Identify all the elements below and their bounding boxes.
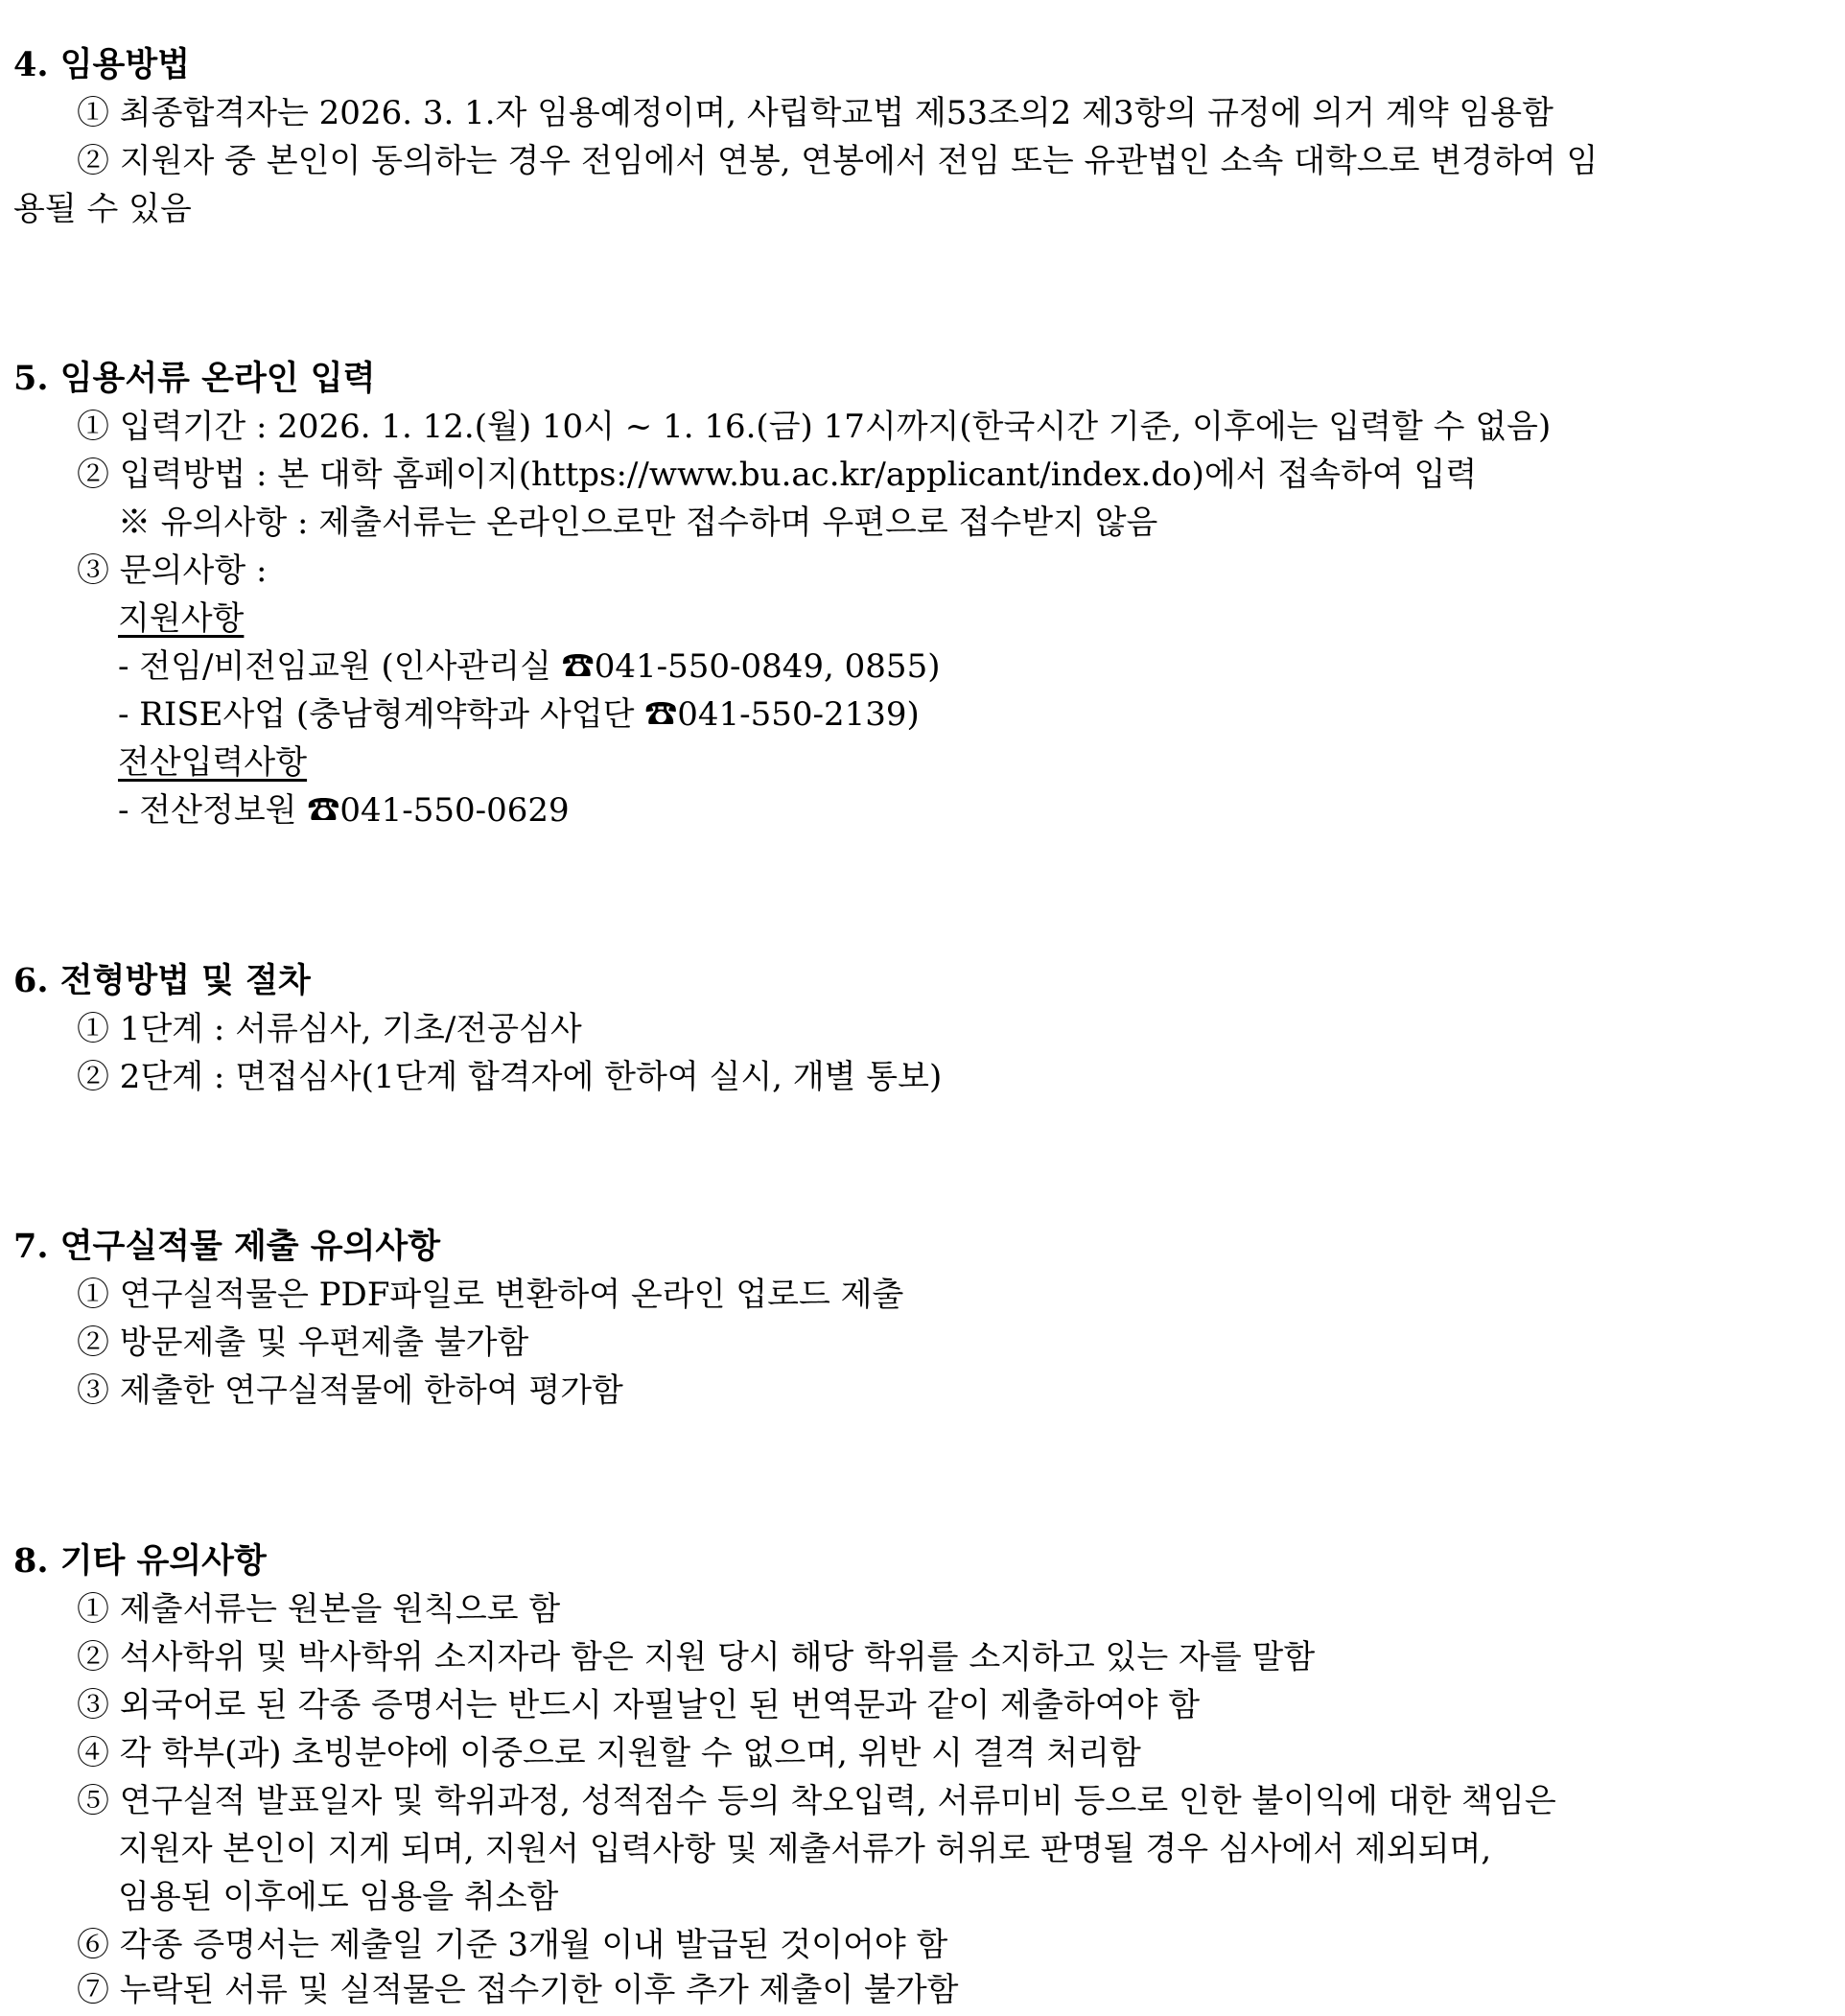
section-5-contact-subheading-system: 전산입력사항 [118, 743, 308, 782]
section-5-contact-rise: - RISE사업 (충남형계약학과 사업단 ☎041-550-2139) [118, 695, 920, 734]
section-8-item-2: ② 석사학위 및 박사학위 소지자라 함은 지원 당시 해당 학위를 소지하고 있는 자를 말함 [77, 1638, 1316, 1676]
section-8-heading: 8. 기타 유의사항 [13, 1541, 267, 1581]
section-8-item-5-continued-2: 임용된 이후에도 임용을 취소함 [118, 1878, 559, 1916]
section-4-heading: 4. 임용방법 [13, 45, 190, 84]
section-8-item-5: ⑤ 연구실적 발표일자 및 학위과정, 성적점수 등의 착오입력, 서류미비 등으로 인한 불이익에 대한 책임은 [77, 1782, 1556, 1820]
section-5-heading: 5. 임용서류 온라인 입력 [13, 359, 376, 398]
section-8-item-7: ⑦ 누락된 서류 및 실적물은 접수기한 이후 추가 제출이 불가함 [77, 1971, 959, 2009]
section-8-item-3: ③ 외국어로 된 각종 증명서는 반드시 자필날인 된 번역문과 같이 제출하여야 함 [77, 1686, 1201, 1724]
section-5-contact-faculty: - 전임/비전임교원 (인사관리실 ☎041-550-0849, 0855) [118, 647, 941, 686]
section-5-item-3: ③ 문의사항 : [77, 551, 268, 590]
section-8-item-5-continued-1: 지원자 본인이 지게 되며, 지원서 입력사항 및 제출서류가 허위로 판명될 경우 심사에서 제외되며, [118, 1830, 1492, 1868]
section-4-item-2: ② 지원자 중 본인이 동의하는 경우 전임에서 연봉, 연봉에서 전임 또는 유관법인 소속 대학으로 변경하여 임 [77, 142, 1599, 180]
section-6-heading: 6. 전형방법 및 절차 [13, 961, 311, 1000]
section-7-item-1: ① 연구실적물은 PDF파일로 변환하여 온라인 업로드 제출 [77, 1276, 904, 1314]
section-6-item-2: ② 2단계 : 면접심사(1단계 합격자에 한하여 실시, 개별 통보) [77, 1058, 943, 1096]
section-5-item-2: ② 입력방법 : 본 대학 홈페이지(https://www.bu.ac.kr/applicant/index.do)에서 접속하여 입력 [77, 456, 1478, 494]
section-7-heading: 7. 연구실적물 제출 유의사항 [13, 1227, 441, 1266]
section-4-item-1: ① 최종합격자는 2026. 3. 1.자 임용예정이며, 사립학교법 제53조의2 제3항의 규정에 의거 계약 임용함 [77, 94, 1553, 132]
section-5-item-1: ① 입력기간 : 2026. 1. 12.(월) 10시 ~ 1. 16.(금) 17시까지(한국시간 기준, 이후에는 입력할 수 없음) [77, 408, 1552, 446]
section-8-item-4: ④ 각 학부(과) 초빙분야에 이중으로 지원할 수 없으며, 위반 시 결격 처리함 [77, 1734, 1141, 1772]
section-8-item-1: ① 제출서류는 원본을 원칙으로 함 [77, 1590, 561, 1629]
section-6-item-1: ① 1단계 : 서류심사, 기초/전공심사 [77, 1010, 582, 1048]
section-8-item-6: ⑥ 각종 증명서는 제출일 기준 3개월 이내 발급된 것이어야 함 [77, 1926, 948, 1964]
section-7-item-3: ③ 제출한 연구실적물에 한하여 평가함 [77, 1371, 623, 1410]
section-4-item-2-continued: 용될 수 있음 [13, 190, 192, 228]
section-5-contact-subheading-application: 지원사항 [118, 599, 245, 638]
section-7-item-2: ② 방문제출 및 우편제출 불가함 [77, 1324, 529, 1362]
section-5-contact-it: - 전산정보원 ☎041-550-0629 [118, 791, 570, 830]
section-5-note: ※ 유의사항 : 제출서류는 온라인으로만 접수하며 우편으로 접수받지 않음 [118, 504, 1158, 542]
